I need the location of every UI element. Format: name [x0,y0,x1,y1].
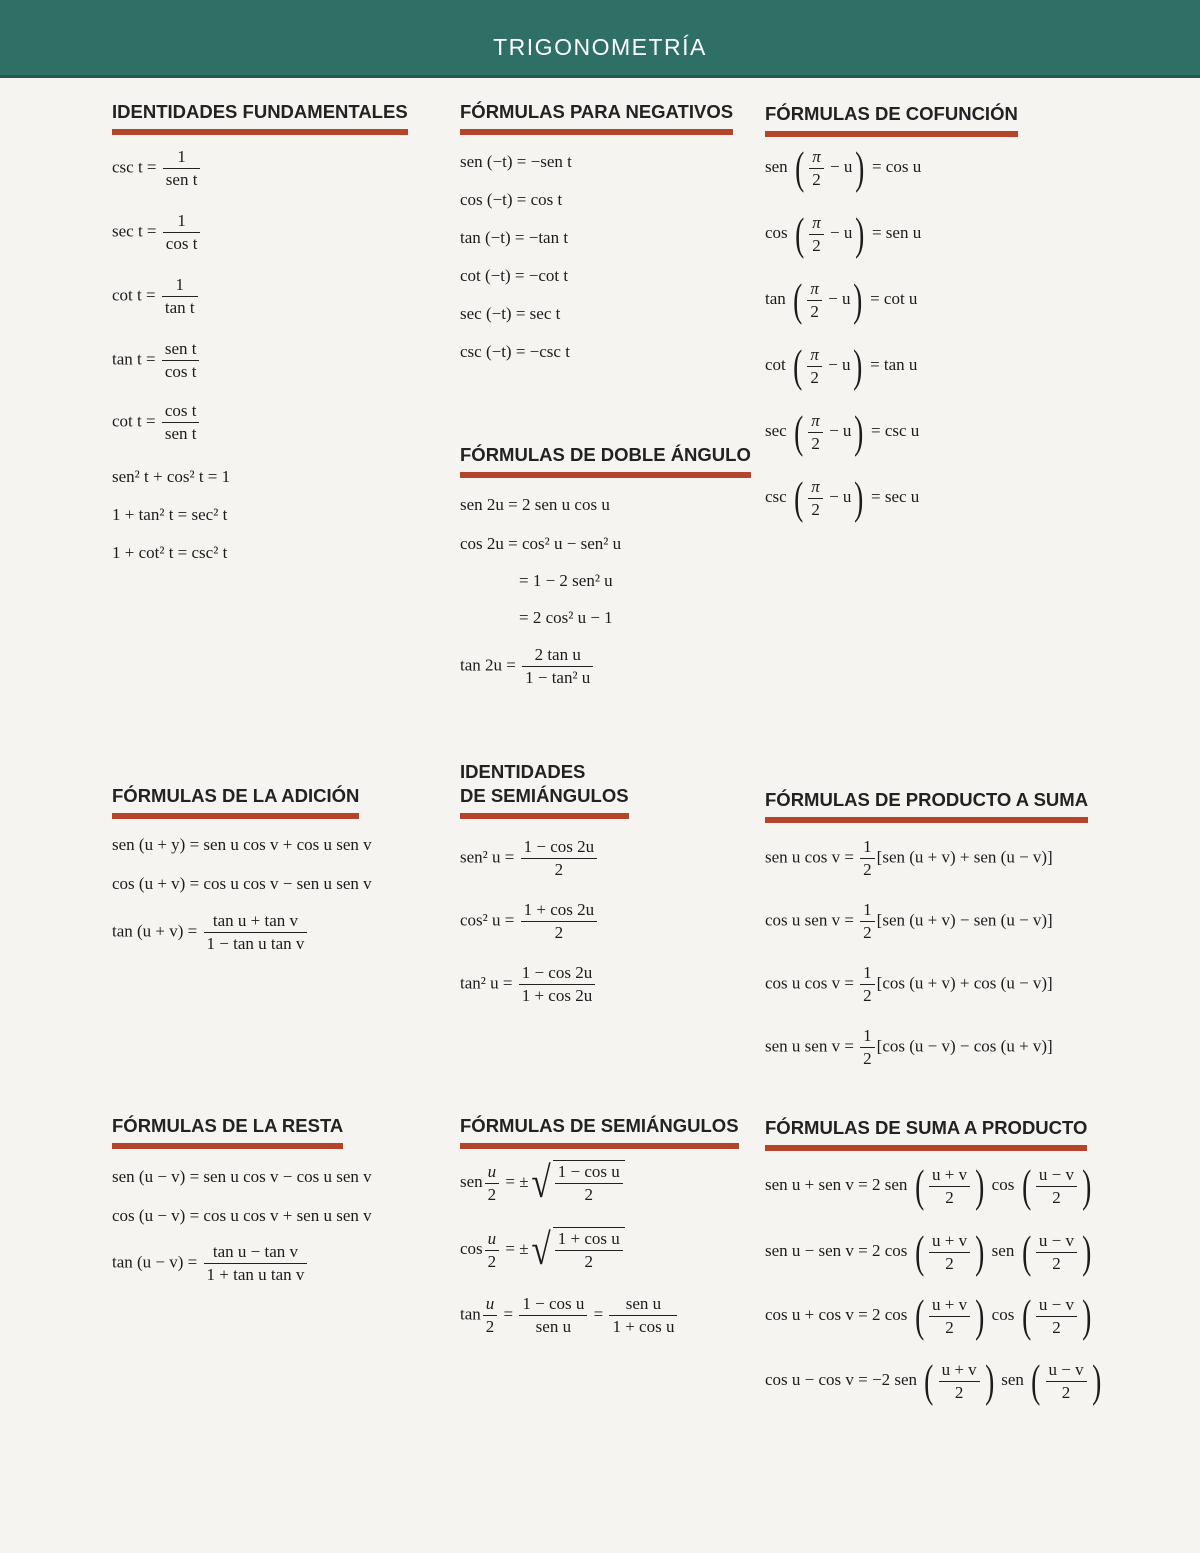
numerator: u + v [932,1164,968,1184]
numerator: u − v [1048,1359,1084,1379]
formula-add-cos: cos (u + v) = cos u cos v − sen u sen v [112,874,372,893]
formula-product-cos-cos [765,962,1053,1007]
formula-double-cos: cos 2u = cos² u − sen² u [460,534,622,553]
fraction-half [860,1025,875,1070]
formula-sum-sen-minus [765,1226,1094,1277]
numerator: π [811,476,820,496]
equals-sign: = [593,1304,604,1324]
section-title: FÓRMULAS DE PRODUCTO A SUMA [765,788,1088,823]
numerator: u + v [932,1230,968,1250]
fraction [555,1228,623,1273]
function-name: cos [460,1238,483,1258]
formula-neg-cot: cot (−t) = −cot t [460,266,569,285]
fraction [809,212,824,257]
radicand [553,1160,625,1206]
right-paren: ) [1082,1160,1092,1211]
formula-add-sen: sen (u + y) = sen u cos v + cos u sen v [112,835,372,854]
formula-lhs: cot t = [112,285,156,305]
formula-lhs: sen² u = [460,847,515,867]
fraction [204,910,308,955]
denominator: 2 [929,1252,970,1275]
formula-rhs: [sen (u + v) + sen (u − v)] [876,847,1053,867]
denominator: sen u [519,1315,587,1338]
minus-u: − u [829,420,852,440]
formula-lhs: cos² u = [460,910,515,930]
formula-lhs: sec t = [112,221,157,241]
header-banner [0,0,1200,78]
fraction [522,644,593,689]
section-title: FÓRMULAS DE SUMA A PRODUCTO [765,1116,1087,1151]
fraction-half [860,836,875,881]
formula-neg-cos: cos (−t) = cos t [460,190,563,209]
minus-u: − u [830,222,853,242]
numerator: u − v [1038,1164,1075,1184]
fraction [1036,1164,1077,1209]
minus-u: − u [829,486,852,506]
fraction-half [860,899,875,944]
section-title-line1: IDENTIDADES [460,761,586,782]
denominator: cos t [163,232,201,255]
function-name: tan [460,1304,481,1324]
section-title: FÓRMULAS DE COFUNCIÓN [765,102,1018,137]
section-title: FÓRMULAS DE LA RESTA [112,1114,343,1149]
formula-rhs: [cos (u − v) − cos (u + v)] [876,1036,1053,1056]
fraction [609,1293,677,1338]
left-paren: ( [914,1290,924,1341]
numerator: 1 [177,147,186,166]
formula-rhs: = csc u [871,420,920,440]
page-title: TRIGONOMETRÍA [493,34,707,60]
denominator: 2 [808,498,823,521]
formula-pythagorean-3: 1 + cot² t = csc² t [112,543,228,562]
fraction-angle [483,1293,498,1338]
denominator: 2 [555,1183,623,1206]
numerator: 1 [177,211,186,230]
radicand [553,1227,625,1273]
formula-sum-cos-plus [765,1290,1094,1341]
denominator: 2 [860,921,875,944]
numerator: 1 − cos u [522,1294,585,1313]
numerator: sen t [164,339,197,358]
denominator: 2 [1036,1186,1077,1209]
formula-lhs: cos u sen v = [765,910,854,930]
fraction [204,1241,308,1286]
numerator: u + v [932,1294,968,1314]
formula-neg-sec: sec (−t) = sec t [460,304,561,323]
section-title: FÓRMULAS PARA NEGATIVOS [460,100,733,135]
formula-rhs: = sec u [871,486,920,506]
formula-lhs: csc t = [112,157,157,177]
section-title: FÓRMULAS DE SEMIÁNGULOS [460,1114,739,1149]
right-paren: ) [975,1290,985,1341]
section-negatives [460,100,733,135]
section-half-angle [460,1114,739,1149]
formula-rhs: [cos (u + v) + cos (u − v)] [876,973,1053,993]
denominator: 2 [929,1316,970,1339]
section-title: IDENTIDADES FUNDAMENTALES [112,100,408,135]
formula-lhs: sen u − sen v = 2 cos [765,1240,908,1260]
denominator: 2 [521,858,598,881]
formula-cot-quotient [112,400,201,445]
formula-csc [112,146,202,191]
fraction [162,274,198,319]
left-paren: ( [1021,1160,1031,1211]
numerator: u − v [1038,1294,1075,1314]
numerator: 1 [863,1026,872,1045]
numerator: u − v [1038,1230,1075,1250]
formula-double-cos-alt1: = 1 − 2 sen² u [519,571,613,590]
denominator: 2 [808,432,823,455]
numerator: π [811,410,820,430]
right-paren: ) [975,1226,985,1277]
denominator: 2 [485,1183,500,1206]
formula-half-cos [460,1227,625,1273]
numerator: 1 + cos u [557,1229,620,1248]
section-title-line2: DE SEMIÁNGULOS [460,784,629,819]
formula-sub-cos: cos (u − v) = cos u cos v + sen u sen v [112,1206,372,1225]
numerator: sen u [625,1294,662,1313]
denominator: 2 [929,1186,970,1209]
formula-cot [112,274,200,319]
denominator: 1 + cos u [609,1315,677,1338]
fraction [521,899,598,944]
fraction [807,344,822,389]
fraction [929,1164,970,1209]
fraction [939,1359,980,1404]
function-name: sen [991,1240,1015,1260]
function-name: cot [765,354,786,374]
denominator: 2 [809,168,824,191]
function-name: cos [991,1304,1015,1324]
formula-lhs: tan (u + v) = [112,921,198,941]
fraction [521,836,598,881]
left-paren: ( [914,1160,924,1211]
square-root [529,1160,625,1206]
numerator: u [487,1228,497,1248]
formula-lhs: tan 2u = [460,655,516,675]
left-paren: ( [914,1226,924,1277]
left-paren: ( [1021,1290,1031,1341]
function-name: tan [765,288,786,308]
formula-add-tan [112,910,309,955]
denominator: 1 + tan u tan v [204,1263,308,1286]
denominator: 2 [485,1250,500,1273]
formula-cofunction-csc [765,472,920,523]
fraction [162,338,200,383]
fraction [519,962,596,1007]
formula-sum-cos-minus [765,1355,1104,1406]
formula-lhs: sen u + sen v = 2 sen [765,1174,908,1194]
fraction [519,1293,587,1338]
fraction [929,1230,970,1275]
fraction [162,400,200,445]
right-paren: ) [854,472,864,523]
formula-product-sen-sen [765,1025,1053,1070]
formula-double-tan [460,644,595,689]
right-paren: ) [855,142,865,193]
formula-sub-sen: sen (u − v) = sen u cos v − cos u sen v [112,1167,372,1186]
equals-sign: = [505,1238,516,1258]
numerator: π [812,146,821,166]
denominator: 2 [860,1047,875,1070]
formula-double-sen: sen 2u = 2 sen u cos u [460,495,610,514]
function-name: sec [765,420,787,440]
denominator: 1 − tan² u [522,666,593,689]
denominator: 2 [483,1315,498,1338]
right-paren: ) [854,406,864,457]
fraction-angle [485,1228,500,1273]
numerator: u [487,1161,497,1181]
denominator: 2 [809,234,824,257]
numerator: 1 [863,837,872,856]
section-product-to-sum [765,788,1088,823]
denominator: 2 [860,984,875,1007]
fraction [1036,1294,1077,1339]
formula-rhs: = tan u [870,354,918,374]
formula-product-sen-cos [765,836,1053,881]
section-double-angle [460,443,751,478]
function-name: sen [1001,1369,1024,1389]
fraction [929,1294,970,1339]
denominator: 2 [1046,1381,1087,1404]
formula-double-cos-alt2: = 2 cos² u − 1 [519,608,613,627]
left-paren: ( [794,406,804,457]
formula-lhs: sen u cos v = [765,847,854,867]
formula-half-cos-squared [460,899,599,944]
fraction-angle [485,1161,500,1206]
formula-lhs: cos u − cos v = −2 sen [765,1369,917,1389]
formula-cofunction-cot [765,340,918,391]
section-fundamental-identities [112,100,408,135]
left-paren: ( [794,142,805,193]
fraction [163,210,201,255]
formula-lhs: cot t = [112,411,156,431]
denominator: sen t [162,422,200,445]
numerator: cos t [164,401,197,420]
numerator: 1 + cos 2u [523,900,595,919]
formula-lhs: tan² u = [460,973,513,993]
section-cofunction [765,102,1018,137]
left-paren: ( [793,340,803,391]
formula-pythagorean-2: 1 + tan² t = sec² t [112,505,228,524]
left-paren: ( [924,1355,934,1406]
numerator: 1 [863,900,872,919]
fraction [808,410,823,455]
formula-half-sen [460,1160,625,1206]
fraction [809,146,824,191]
formula-lhs: tan (u − v) = [112,1252,198,1272]
formula-sub-tan [112,1241,309,1286]
numerator: 2 tan u [534,645,581,664]
plus-minus-sign: ± [519,1238,529,1258]
formula-cofunction-cos [765,208,922,259]
left-paren: ( [1021,1226,1031,1277]
denominator: sen t [163,168,201,191]
formula-rhs: [sen (u + v) − sen (u − v)] [876,910,1053,930]
denominator: 2 [807,366,822,389]
numerator: u [485,1294,495,1313]
right-paren: ) [984,1355,994,1406]
function-name: cos [991,1174,1015,1194]
left-paren: ( [793,274,803,325]
formula-lhs: tan t = [112,349,156,369]
formula-tan [112,338,201,383]
section-addition [112,784,359,819]
formula-sec [112,210,202,255]
right-paren: ) [855,208,865,259]
formula-cofunction-sen [765,142,922,193]
formula-cofunction-tan [765,274,918,325]
denominator: cos t [162,360,200,383]
fraction [1046,1359,1087,1404]
denominator: tan t [162,296,198,319]
denominator: 2 [555,1250,623,1273]
formula-neg-csc: csc (−t) = −csc t [460,342,570,361]
fraction [807,278,822,323]
numerator: π [812,212,821,232]
denominator: 1 − tan u tan v [204,932,308,955]
numerator: 1 [863,963,872,982]
right-paren: ) [853,340,863,391]
formula-half-sen-squared [460,836,599,881]
fraction [808,476,823,521]
denominator: 2 [860,858,875,881]
left-paren: ( [794,208,805,259]
left-paren: ( [1031,1355,1041,1406]
section-sum-to-product [765,1116,1087,1151]
denominator: 2 [807,300,822,323]
formula-half-tan-squared [460,962,597,1007]
function-name: sen [460,1171,483,1191]
formula-rhs: = sen u [871,222,922,242]
minus-u: − u [828,288,851,308]
fraction-half [860,962,875,1007]
numerator: 1 [175,275,184,294]
section-title: FÓRMULAS DE LA ADICIÓN [112,784,359,819]
equals-sign: = [505,1171,516,1191]
minus-u: − u [830,156,853,176]
formula-rhs: = cot u [870,288,918,308]
plus-minus-sign: ± [519,1171,529,1191]
denominator: 1 + cos 2u [519,984,596,1007]
section-title: FÓRMULAS DE DOBLE ÁNGULO [460,443,751,478]
formula-rhs: = cos u [871,156,922,176]
right-paren: ) [853,274,863,325]
right-paren: ) [1091,1355,1101,1406]
numerator: 1 − cos 2u [523,837,595,856]
equals-sign: = [503,1304,514,1324]
fraction [555,1161,623,1206]
numerator: u + v [941,1359,977,1379]
left-paren: ( [794,472,804,523]
radical-icon: √ [531,1158,551,1207]
denominator: 2 [1036,1252,1077,1275]
square-root [529,1227,625,1273]
formula-lhs: cos u cos v = [765,973,854,993]
denominator: 2 [1036,1316,1077,1339]
numerator: 1 − cos 2u [521,963,593,982]
fraction [163,146,201,191]
numerator: 1 − cos u [557,1162,620,1181]
fraction [1036,1230,1077,1275]
denominator: 2 [939,1381,980,1404]
formula-pythagorean-1: sen² t + cos² t = 1 [112,467,231,486]
minus-u: − u [828,354,851,374]
section-subtraction [112,1114,343,1149]
function-name: cos [765,222,788,242]
right-paren: ) [975,1160,985,1211]
function-name: csc [765,486,787,506]
right-paren: ) [1082,1290,1092,1341]
formula-neg-sen: sen (−t) = −sen t [460,152,572,171]
numerator: tan u + tan v [212,911,299,930]
formula-sum-sen-plus [765,1160,1094,1211]
formula-lhs: cos u + cos v = 2 cos [765,1304,908,1324]
radical-icon: √ [531,1225,551,1274]
right-paren: ) [1082,1226,1092,1277]
numerator: tan u − tan v [212,1242,299,1261]
numerator: π [810,278,819,298]
formula-product-cos-sen [765,899,1053,944]
formula-lhs: sen u sen v = [765,1036,854,1056]
formula-neg-tan: tan (−t) = −tan t [460,228,569,247]
section-half-angle-identities [460,760,629,819]
denominator: 2 [521,921,598,944]
function-name: sen [765,156,788,176]
formula-cofunction-sec [765,406,920,457]
numerator: π [810,344,819,364]
formula-half-tan [460,1293,679,1338]
